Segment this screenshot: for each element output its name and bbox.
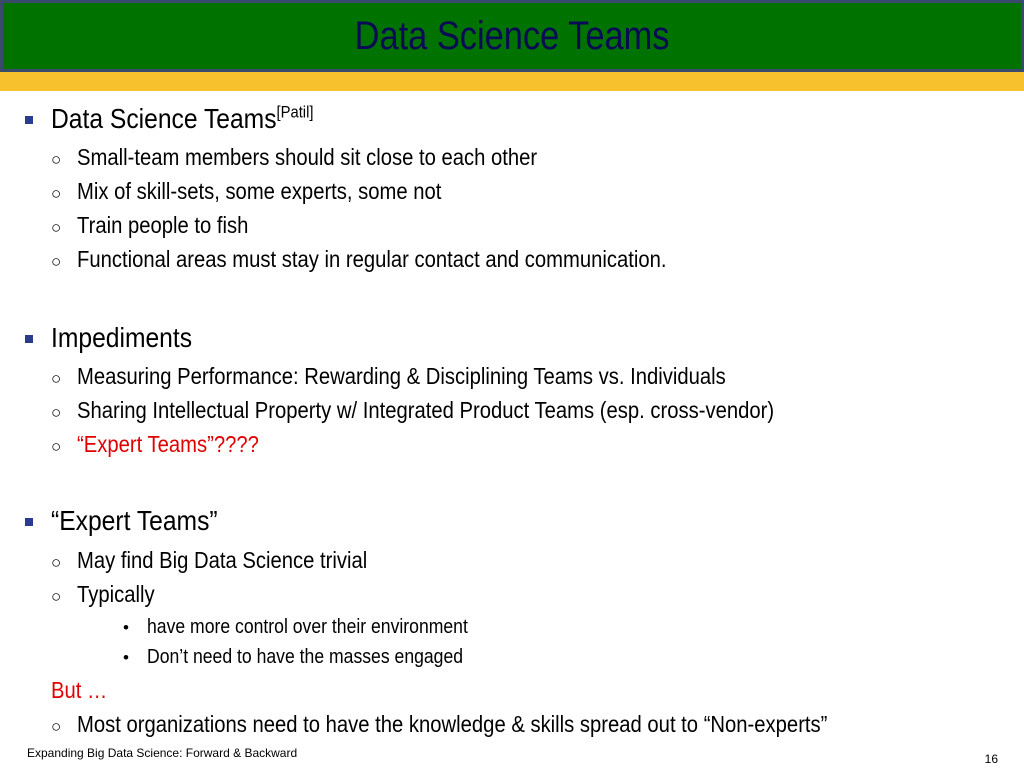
list-item: Typically xyxy=(77,581,155,607)
circle-bullet-icon: ○ xyxy=(51,150,62,169)
list-item: Mix of skill-sets, some experts, some not xyxy=(77,178,442,204)
list-item: Small-team members should sit close to each other xyxy=(77,144,538,170)
list-item: Functional areas must stay in regular contact and communication. xyxy=(77,246,667,272)
circle-bullet-icon: ○ xyxy=(51,218,62,237)
dot-bullet-icon: • xyxy=(123,618,129,637)
circle-bullet-icon: ○ xyxy=(51,553,62,572)
list-item: May find Big Data Science trivial xyxy=(77,547,368,573)
page-number: 16 xyxy=(984,752,998,766)
square-bullet-icon xyxy=(25,518,33,526)
section-heading xyxy=(51,103,313,135)
list-item: Measuring Performance: Rewarding & Disciplining Teams vs. Individuals xyxy=(77,363,726,389)
square-bullet-icon xyxy=(25,335,33,343)
sub-list-item: Don’t need to have the masses engaged xyxy=(147,646,464,668)
list-item: Sharing Intellectual Property w/ Integrated Product Teams (esp. cross-vendor) xyxy=(77,397,775,423)
circle-bullet-icon: ○ xyxy=(51,252,62,271)
but-text: But … xyxy=(51,677,108,703)
circle-bullet-icon: ○ xyxy=(51,717,62,736)
list-item-red: “Expert Teams”???? xyxy=(77,431,259,457)
sub-list-item: have more control over their environment xyxy=(147,616,468,638)
heading-text: Data Science Teams xyxy=(51,103,277,134)
citation-superscript: [Patil] xyxy=(276,102,314,122)
dot-bullet-icon: • xyxy=(123,648,129,667)
circle-bullet-icon: ○ xyxy=(51,369,62,388)
square-bullet-icon xyxy=(25,116,33,124)
circle-bullet-icon: ○ xyxy=(51,587,62,606)
section-heading: “Expert Teams” xyxy=(51,505,218,536)
list-item: Most organizations need to have the knowledge & skills spread out to “Non-experts” xyxy=(77,711,828,737)
circle-bullet-icon: ○ xyxy=(51,184,62,203)
circle-bullet-icon: ○ xyxy=(51,437,62,456)
list-item: Train people to fish xyxy=(77,212,249,238)
slide-title: Data Science Teams xyxy=(354,13,670,58)
section-heading: Impediments xyxy=(51,322,193,353)
footer-text: Expanding Big Data Science: Forward & Backward xyxy=(27,746,298,760)
circle-bullet-icon: ○ xyxy=(51,403,62,422)
